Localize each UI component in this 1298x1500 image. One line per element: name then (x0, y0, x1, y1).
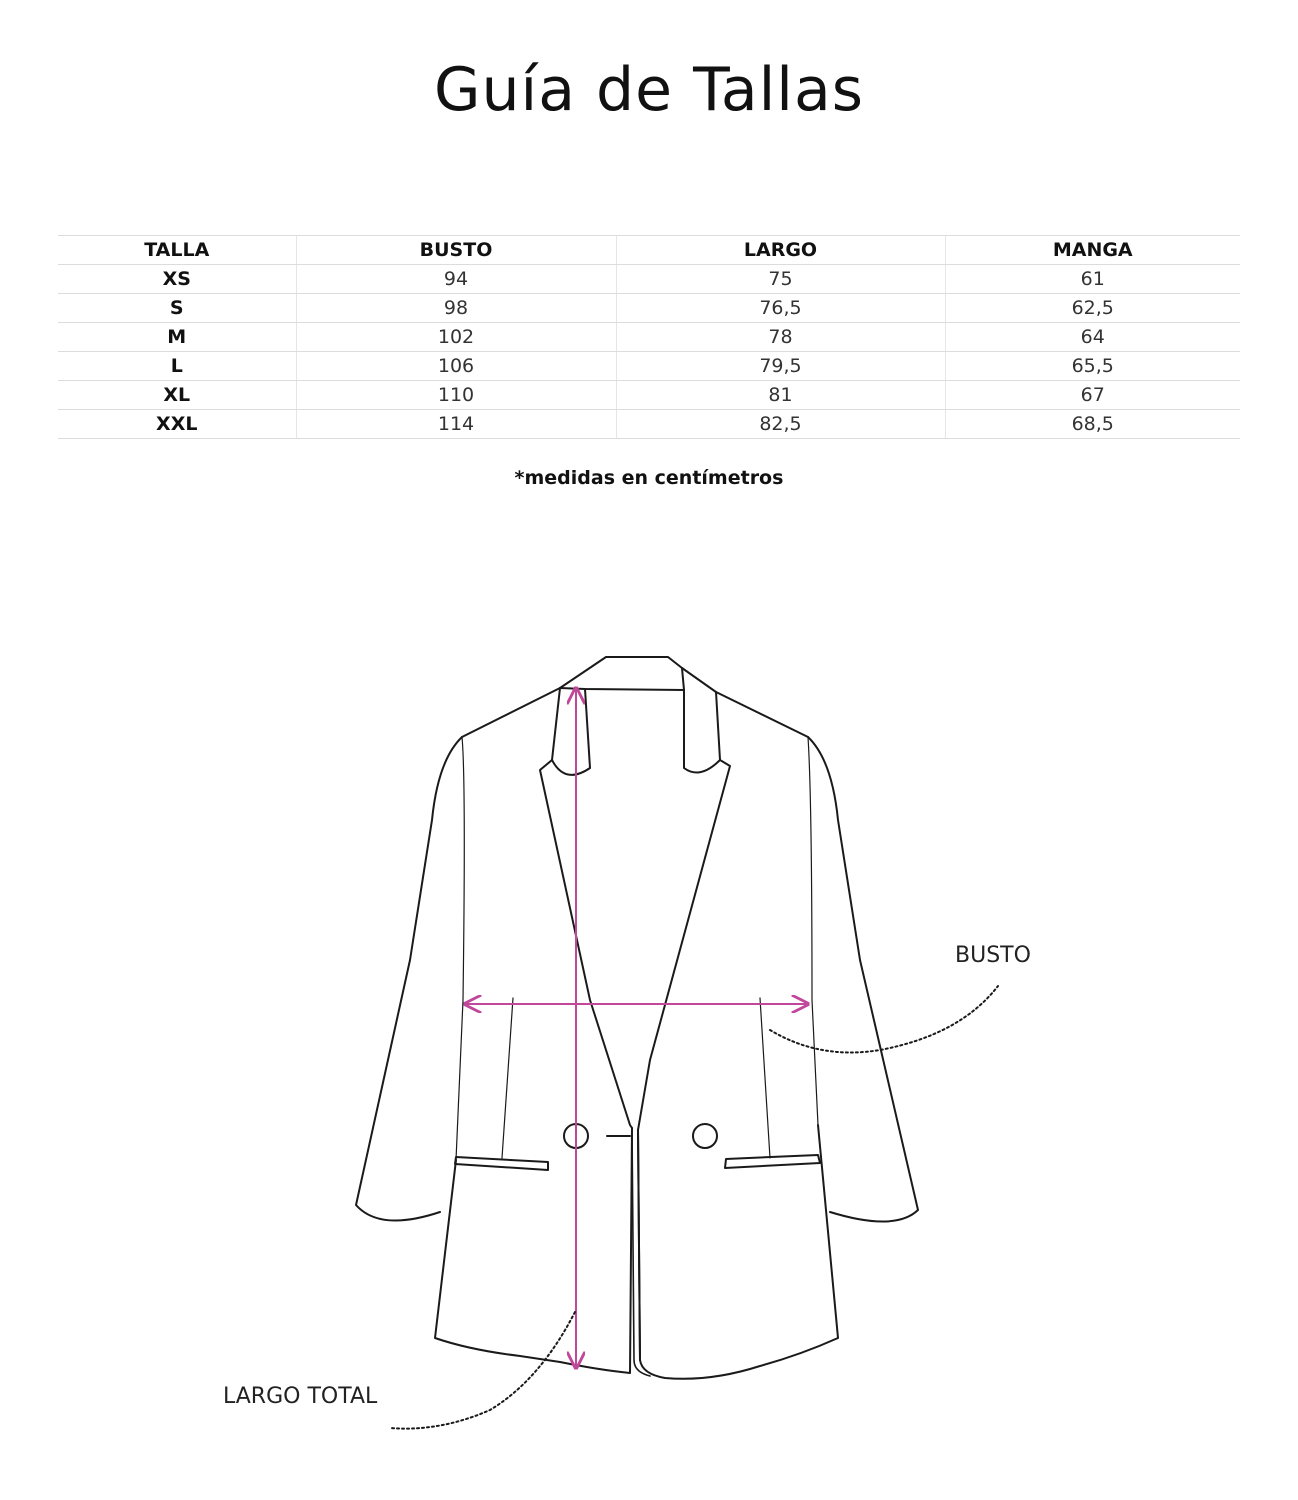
manga-cell: 67 (945, 381, 1240, 410)
busto-leader (770, 986, 998, 1053)
table-row (58, 381, 1240, 410)
left-pocket (455, 1157, 548, 1170)
size-cell: XXL (58, 410, 296, 439)
button-right (693, 1124, 717, 1148)
left-dart (502, 998, 513, 1158)
busto-cell: 98 (296, 294, 616, 323)
busto-cell: 102 (296, 323, 616, 352)
collar-back-band (585, 689, 684, 690)
header-busto: BUSTO (296, 236, 616, 265)
manga-cell: 61 (945, 265, 1240, 294)
table-row (58, 323, 1240, 352)
busto-cell: 110 (296, 381, 616, 410)
left-lapel-notch (552, 689, 590, 775)
largo-cell: 78 (616, 323, 945, 352)
table-row (58, 265, 1240, 294)
page-title: Guía de Tallas (434, 55, 864, 125)
units-note: *medidas en centímetros (514, 467, 784, 489)
manga-cell: 62,5 (945, 294, 1240, 323)
left-body (435, 1128, 632, 1373)
header-largo: LARGO (616, 236, 945, 265)
right-armhole (808, 737, 818, 1125)
largo-cell: 82,5 (616, 410, 945, 439)
size-cell: XS (58, 265, 296, 294)
size-table (58, 235, 1240, 439)
size-cell: M (58, 323, 296, 352)
right-body (638, 1125, 838, 1379)
front-edge (638, 1130, 640, 1360)
size-cell: XL (58, 381, 296, 410)
center-front (632, 1128, 650, 1376)
collar-back (560, 657, 684, 690)
table-row (58, 410, 1240, 439)
left-sleeve (356, 737, 462, 1221)
busto-cell: 94 (296, 265, 616, 294)
manga-cell: 68,5 (945, 410, 1240, 439)
largo-leader (390, 1312, 575, 1429)
size-cell: S (58, 294, 296, 323)
largo-total-label: LARGO TOTAL (223, 1384, 378, 1409)
busto-cell: 106 (296, 352, 616, 381)
measurement-lines (467, 690, 806, 1366)
table-header-row (58, 236, 1240, 265)
largo-cell: 79,5 (616, 352, 945, 381)
largo-cell: 75 (616, 265, 945, 294)
manga-cell: 64 (945, 323, 1240, 352)
table-row (58, 294, 1240, 323)
size-cell: L (58, 352, 296, 381)
largo-cell: 81 (616, 381, 945, 410)
largo-cell: 76,5 (616, 294, 945, 323)
leader-lines (390, 986, 998, 1429)
busto-label: BUSTO (955, 943, 1031, 968)
right-shoulder (716, 692, 808, 737)
manga-cell: 65,5 (945, 352, 1240, 381)
right-lapel-notch (684, 690, 720, 773)
header-talla: TALLA (58, 236, 296, 265)
table-row (58, 352, 1240, 381)
button-left (564, 1124, 588, 1148)
left-lapel (540, 688, 632, 1128)
blazer-outline (356, 657, 918, 1379)
right-pocket (725, 1155, 820, 1168)
left-shoulder (462, 688, 560, 737)
right-dart (760, 998, 770, 1158)
left-armhole (456, 737, 464, 1160)
header-manga: MANGA (945, 236, 1240, 265)
right-sleeve (808, 737, 918, 1222)
busto-cell: 114 (296, 410, 616, 439)
right-lapel (638, 668, 730, 1130)
